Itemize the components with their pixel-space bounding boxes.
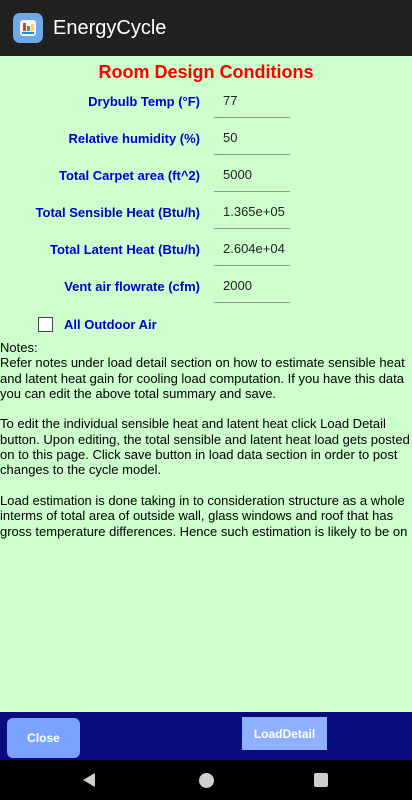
drybulb-temp-row [0,84,412,120]
relative-humidity-row [0,121,412,157]
latent-heat-row [0,232,412,268]
home-icon[interactable] [199,773,214,788]
energycycle-app-icon [13,13,43,43]
back-icon[interactable] [83,773,95,787]
relative-humidity-label: Relative humidity (%) [68,131,200,146]
notes-section [0,340,410,539]
carpet-area-input[interactable] [214,158,290,192]
latent-heat-input[interactable] [214,232,290,266]
app-bar [0,0,412,56]
sensible-heat-input[interactable] [214,195,290,229]
notes-paragraph: To edit the individual sensible heat and latent heat click Load Detail button. Upon editing, the total sensible and latent heat load gets posted on to this page. Click save button in load data section in order to post changes to the cycle model. [0,416,410,478]
page-title: Room Design Conditions [98,62,314,82]
outdoor-air-checkbox[interactable] [38,317,53,332]
outdoor-air-option[interactable] [38,314,157,334]
close-button[interactable]: Close [7,718,80,758]
drybulb-temp-label: Drybulb Temp (°F) [88,94,200,109]
recents-icon[interactable] [314,773,328,787]
bottom-action-bar [0,712,412,760]
vent-flowrate-label: Vent air flowrate (cfm) [64,279,200,294]
vent-flowrate-row [0,269,412,305]
latent-heat-label: Total Latent Heat (Btu/h) [50,242,200,257]
notes-paragraph: Refer notes under load detail section on how to estimate sensible heat and latent heat gain for cooling load computation. If you have this data you can edit the above total summary and save. [0,355,405,401]
relative-humidity-input[interactable] [214,121,290,155]
load-detail-button[interactable]: LoadDetail [242,717,327,750]
sensible-heat-label: Total Sensible Heat (Btu/h) [35,205,200,220]
app-title: EnergyCycle [53,16,167,39]
system-nav-bar [0,760,412,800]
outdoor-air-label: All Outdoor Air [64,316,157,332]
notes-paragraph: Load estimation is done taking in to consideration structure as a whole interms of total area of outside wall, glass windows and roof that has gross temperature differences. Hence such estimation is likely to be on [0,492,408,539]
notes-heading: Notes: [0,340,38,355]
drybulb-temp-input[interactable] [214,84,290,118]
sensible-heat-row [0,195,412,231]
vent-flowrate-input[interactable] [214,269,290,303]
carpet-area-row [0,158,412,194]
carpet-area-label: Total Carpet area (ft^2) [59,168,200,183]
